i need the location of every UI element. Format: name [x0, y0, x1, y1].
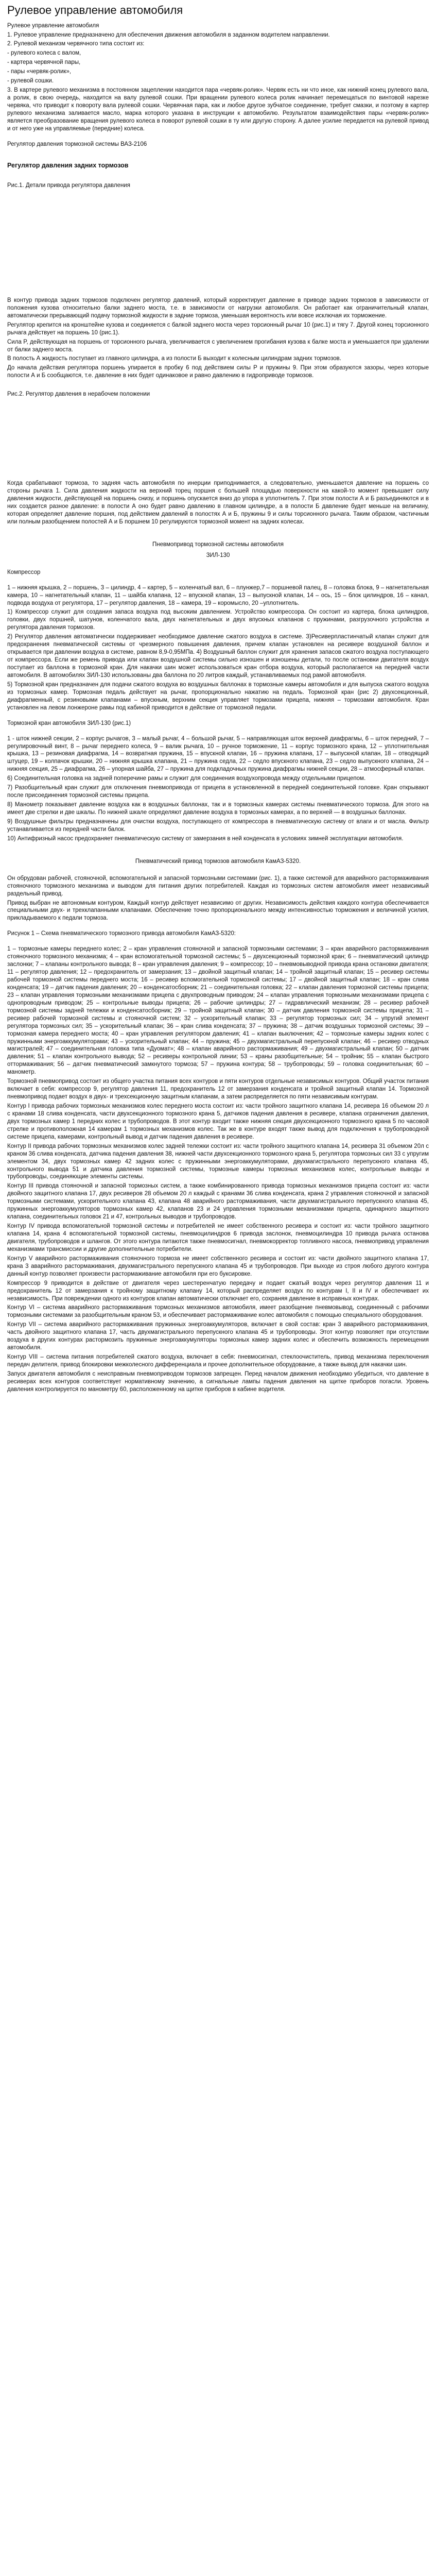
spacer [7, 1395, 429, 1401]
paragraph: - рулевого колеса с валом, [7, 50, 81, 57]
paragraph: Контур VII – система аварийного растормаживания пружинных энергоаккумуляторов, включает в свой состав: кран 3 аварийного растормаживания, часть двойного защитного клапана 17, часть двухмагистрального перепускного клапана 45 и трубопроводы. Этот контур позволяет при отсутствии воздуха в других контурах растормозить пружинные энергоаккумуляторы тормозных камер задних колес и обеспечить возможность перемещения автомобиля. [7, 1321, 429, 1351]
spacer [7, 729, 429, 735]
section-heading: ЗИЛ-130 [206, 552, 230, 558]
paragraph: Контур II привода рабочих тормозных механизмов колес задней тележки состоит из: части тройного защитного клапана 14, ресивера 31 объемом 20л с краном 36 слива конденсата, датчика падения давления 38, нижней части двухсекционного тормозного крана 5, регулятора тормозных сил 33 с упругим элементом 34, двух тормозных камер 42 задних колес с пружинными энергоаккумуляторами, двухмагистрального перепускного клапана 45, контрольного вывода 51 и датчика давления тормозной системы, тормозные камеры тормозных механизмов колес, контрольные выводы и трубопроводы, соединяющие элементы системы. [7, 1143, 429, 1180]
paragraph: Контур I привода рабочих тормозных механизмов колес переднего моста состоит из: части тройного защитного клапана 14, ресивера 16 объемом 20 л с кранами 18 слива конденсата, части двухсекционного тормозного крана 5, датчиков падения давления в ресивере, клапана ограничения давления, двух тормозных камер 1 передних колес и трубопроводов. В этот контур входит также нижняя секция двухсекционного тормозного крана 5 по часовой стрелке и противоположная 14 камерам 1 тормозных механизмов колес. Так же в контуре входят также вывод для подключения к трубопроводной системе прицепа, камерами, контрольный вывод и датчик падения давления в ресивере. [7, 1103, 429, 1140]
paragraph: 10) Антифризный насос предохраняет пневматическую систему от замерзания в ней конденсата в условиях зимней эксплуатации автомобиля. [7, 835, 404, 842]
section [7, 141, 429, 148]
section [7, 945, 429, 1394]
spacer [7, 844, 429, 851]
section [7, 930, 429, 938]
paragraph: - картера червячной пары, [7, 59, 81, 66]
paragraph: 1. Рулевое управление предназначено для обеспечения движения автомобиля в заданном водителем направлении. [7, 31, 330, 38]
paragraph: Запуск двигателя автомобиля с неисправным пневмоприводом тормозов запрещен. Перед началом движения необходимо убедиться, что давление в ресиверах всех контуров соответствует нормативному значению, а сигнальные лампы падения давления на щитке приборов погасли. Уровень давления контролируется по манометру 60, расположенному на щитке приборов в кабине водителя. [7, 1370, 429, 1393]
section [7, 541, 429, 560]
paragraph: 6) Соединительная головка на задней поперечине рамы и служит для соединения воздухопровода между отдельными прицепом. [7, 775, 366, 782]
spacer [7, 134, 429, 141]
paragraph: 2) Регулятор давления автоматически поддерживает необходимое давление сжатого воздуха в системе. З)Ресиверпластинчатый клапан служит для предохранения пневматической системы от чрезмерного повышения давления, причем клапан установлен на ресивере воздушной баллон и открывается при давлении воздуха в системе, равном 8,9-0,95МПа. 4) Воздушный баллон служит для хранения запасов сжатого воздуха поступающего от компрессора. Если же ремень привода или клапан воздушной системы сильно изношен и изношены детали, то после остановки двигателя воздух поступает из баллона в тормозной кран. Для накачки шин может использоваться кран отбора воздуха, который располагается на передней части автомобиля. В автомобилях ЗИЛ-130 использованы два баллона по 20 литров каждый, устанавливаемых под рамой автомобиля. [7, 634, 429, 679]
paragraph: Компрессор 9 приводится в действие от двигателя через шестеренчатую передачу и подает сжатый воздух через регулятор давления 11 и предохранитель 12 от замерзания к тройному защитному клапану 14, который распределяет воздух по контурам I, II и IV и обеспечивает их независимость. При повреждении одного из контуров клапан автоматически отключает его, сохраняя давление в исправных контурах. [7, 1280, 429, 1302]
paragraph: Регулятор крепится на кронштейне кузова и соединяется с балкой заднего моста через торсионный рычаг 10 (рис.1) и тягу 7. Другой конец торсионного рычага действует на поршень 10 (рис.1). [7, 321, 429, 336]
text-line: Рисунок 1 – Схема пневматического тормозного привода автомобиля КамАЗ-5320: [7, 930, 236, 937]
section-heading: Пневматический привод тормозов автомобиля КамАЗ-5320. [135, 858, 301, 865]
text-line: Компрессор [7, 569, 41, 575]
paragraph: 2. Рулевой механизм червячного типа состоит из: [7, 41, 145, 47]
spacer [7, 528, 429, 534]
paragraph: 8) Манометр показывает давление воздуха как в воздушных баллонах, так и в тормозных камерах системы пневматического тормоза. Для этого на имеет две стрелки и две шкалы. По нижней шкале определяют давление воздуха в тормозных камерах, а по верхней — в воздушных баллонах. [7, 802, 429, 816]
section [7, 182, 429, 190]
paragraph: Контур VIII – система питания потребителей сжатого воздуха, включает в себя: пневмосигнал, стеклоочиститель, привод механизма переключения передач делителя, привод блокировки межколесного дифференциала и прочее дополнительное оборудование, а также вывод для накачки шин. [7, 1354, 429, 1368]
paragraph: Контур IV привода вспомогательной тормозной системы и потребителей не имеет собственного ресивера и состоит из: части тройного защитного клапана 14, крана 4 вспомогательной тормозной системы, пневмоцилиндров 6 привода заслонок, пневмоцилиндра 10 привода рычага останова двигателя, трубопроводов и шлангов. От этого контура питаются также пневмосигнал, пневмокорректор топливного насоса, пневмопривод управления механизмами трансмиссии и другие дополнительные потребители. [7, 1223, 429, 1252]
spacer [7, 924, 429, 930]
section [7, 480, 429, 526]
section [7, 161, 429, 170]
paragraph: Рулевое управление автомобиля [7, 22, 99, 29]
spacer [7, 714, 429, 720]
spacer [7, 381, 429, 387]
figure-caption: Рис.2. Регулятор давления в нерабочем положении [7, 391, 150, 398]
document-body [7, 22, 429, 1401]
section [7, 297, 429, 380]
spacer [7, 869, 429, 875]
paragraph: 9) Воздушные фильтры предназначены для очистки воздуха, поступающего от компрессора в пневматическую систему от влаги и от масла. Фильтр устанавливается из передней части балок. [7, 818, 429, 833]
section-heading: Пневмопривод тормозной системы автомобиля [152, 541, 284, 548]
paragraph: Он обрудован рабочей, стояночной, вспомогательной и запасной тормозными системами (рис. 1), а также системой для аварийного растормаживания стояночного тормозного механизма и выводом для питания других потребителей. Каждая из тормозных систем автомобиля имеет независимый раздельный привод. [7, 875, 429, 897]
text-line: Регулятор давления тормозной системы ВАЗ-2106 [7, 141, 147, 147]
section [7, 875, 429, 923]
paragraph: Когда срабатывают тормоза, то задняя часть автомобиля по инерции приподнимается, а следовательно, уменьшается давление на поршень со стороны рычага 1. Сила давления жидкости на верхний торец поршня с большей площадью поверхности на какой-то момент превышает силу давления жидкости, действующей на поршень снизу, и поршень опускается вниз до упора в уплотнитель 7. При этом полости А и Б разъединяются и в них создается разное давление: в полости А оно будет равно давлению в главном цилиндре, а в полости Б давление будет меньше на величину, которая определяет давление поршня, под действием давлений в полостях А и Б, пружины 9 и силы торсионного рычага. Таким образом, частичным или полным разобщением полостей А и Б поршнем 10 регулируются тормозной момент на задних колесах. [7, 480, 429, 525]
paragraph: В полость А жидкость поступает из главного цилиндра, а из полости Б выходит к колесным цилиндрам задних тормозов. [7, 355, 341, 362]
paragraph: 1 - шток нижней секции, 2 – корпус рычагов, 3 – малый рычаг, 4 – большой рычаг, 5 – направляющая шток верхней диафрагмы, 6 – шток передний, 7 – регулировочный винт, 8 – рычаг переднего колеса, 9 – валик рычага, 10 – ручное торможение, 11 – корпус тормозного крана, 12 – уплотнительная крышка, 13 – резиновая диафрагма, 14 – возвратная пружина, 15 – впускной клапан, 16 – пружина клапана, 17 – выпускной клапан, 18 – отводящий штуцер, 19 – колпачок крышки, 20 – нижняя крышка клапана, 21 – пружина седла, 22 – седло впускного клапана, 23 – седло выпускного клапана, 24 – нижняя секция, 25 – диафрагма, 26 – упорная шайба, 27 – пружина для подкладочных пружина диафрагмы нижней секции, 28 – атмосферный клапан. [7, 735, 429, 773]
figure-caption: Рис.1. Детали привода регулятора давления [7, 182, 130, 189]
paragraph: Контур III привода стояночной и запасной тормозных систем, а также комбинированного привода тормозных механизмов прицепа состоит из: части двойного защитного клапана 17, двух ресиверов 28 объемом 20 л каждый с кранами 36 слива конденсата, крана 2 управления стояночной и запасной тормозными системами, ускорительного клапана 43, клапана 48 аварийного растормаживания, части двухмагистрального перепускного клапана 45, пружинных энергоаккумуляторов тормозных камер 42, клапанов 23 и 24 управления тормозными механизмами прицепа, одинарного защитного клапана, соединительных головок 21 и 47, контрольных выводов и трубопроводов. [7, 1183, 429, 1221]
paragraph: Привод выбран не автономным контуром, Каждый контур действует независимо от других. Независимость действия каждого контура обеспечивается специальными двух- и трехклапанными клапанами. Обеспечение точно пропорционального между интенсивностью торможения и величиной усилия, прикладываемого к педали тормоза. [7, 900, 429, 922]
section [7, 569, 429, 577]
spacer [7, 578, 429, 584]
text-line: Тормозной кран автомобиля ЗИЛ-130 (рис.1) [7, 720, 131, 726]
spacer [7, 173, 429, 179]
paragraph: 3. В картере рулевого механизма в постоянном зацеплении находится пара «червяк-ролик». Червяк есть ни что иное, как нижний конец рулевого вала, а ролик, в свою очередь, находится на валу рулевой сошки. При вращении рулевого колеса ролик начинает перемещаться по винтовой нарезке червяка, что приводит к повороту вала рулевой сошки. Червячная пара, как и любое другое зубчатое соединение, требует смазки, и поэтому в картер рулевого механизма заливается масло, марка которого указана в инструкции к автомобилю. Результатом взаимодействия пары «червяк-ролик» является преобразование вращения рулевого колеса в поворот рулевой сошки в ту или другую сторону. А далее усилие передается на рулевой привод и от него уже на управляемые (передние) колеса. [7, 87, 429, 132]
page-title: Рулевое управление автомобиля [7, 4, 183, 16]
paragraph: 7) Разобщительный кран служит для отключения пневмопривода от прицепа в установленной в передней соединительной головке. Кран открывают после присоединения тормозной системы прицепа. [7, 785, 429, 799]
section [7, 858, 429, 866]
spacer [7, 150, 429, 156]
section [7, 391, 429, 398]
section-heading: Регулятор давления задних тормозов [7, 161, 129, 169]
paragraph: Контур V аварийного растормаживания стояночного тормоза не имеет собственного ресивера и состоит из: части двойного защитного клапана 17, крана 3 аварийного растормаживания, двухмагистрального перепускного клапана 45 и трубопроводов. При выходе из строя любого другого контура данный контур позволяет произвести растормаживание автомобиля при его буксировке. [7, 1255, 429, 1277]
paragraph: 1) Компрессор служит для создания запаса воздуха под высоким давлением. Устройство компрессора. Он состоит из картера, блока цилиндров, головки, двух поршней, шатунов, коленчатого вала, двух нагнетательных и двух впускных клапанов с пружинами, разгрузочного устройства и регулятора давления тормозов. [7, 609, 429, 631]
paragraph: 1 – тормозные камеры переднего колес; 2 – кран управления стояночной и запасной тормозными системами; 3 – кран аварийного растормаживания стояночного тормозного механизма; 4 – кран вспомогательной тормозной системы; 5 – двухсекционный тормозной кран; 6 – пневматический цилиндр заслонки; 7 – клапаны контрольного вывода; 8 – кран управления давления; 9 – компрессор; 10 – пневмовыводной привода крана остановки двигателя; 11 – регулятор давления; 12 – предохранитель от замерзания; 13 – двойной защитный клапан; 14 – тройной защитный клапан; 15 – ресивер системы рабочей тормозной системы переднего моста; 16 – ресивер вспомогательной тормозной системы; 17 – двойной защитный клапан; 18 – кран слива конденсата; 19 – датчик падения давления; 20 – конденсатосборник; 21 – соединительная головка; 22 – клапан давления тормозной системы прицепа; 23 – клапан управления тормозными механизмами прицепа с двухпроводным приводом; 24 – клапан управления тормозными механизмами прицепа с однопроводным приводом; 25 – контрольные выводы прицепа; 26 – рабочие цилиндры; 27 – гидравлический механизм; 28 – ресивер рабочей тормозной системы задней тележки и конденсатосборник; 29 – тройной защитный клапан; 30 – датчик давления тормозной системы прицепа; 31 – ресивер рабочей тормозной системы и стояночной систем; 32 – ускорительный клапан; 33 – регулятор тормозных сил; 34 – упругий элемент регулятора тормозных сил; 35 – ускорительный клапан; 36 – кран слива конденсата; 37 – пружина; 38 – датчик воздушных тормозной системы; 39 – тормозная камера переднего моста; 40 – кран управления регулятором давления; 41 – клапан выключения; 42 – тормозные камеры задних колес с пружинными энергоаккумуляторами; 43 – ускорительный клапан; 44 – пружина; 45 – двухмагистральный перепускной клапан; 46 – ресивер отводных магистралей; 47 – соединительная головка типа «Дуомат»; 48 – клапан аварийного растормаживания; 49 – двухмагистральный клапан; 50 – датчик давления; 51 – клапан контрольного вывода; 52 – ресиверы контрольной линии; 53 – краны разобщительные; 54 – тройник; 55 – клапан быстрого оттормаживания; 56 – датчик пневматический замкнутого тормоза; 57 – пружина контура; 58 – трубопроводы; 59 – головка соединительная; 60 – манометр. [7, 946, 429, 1076]
section [7, 720, 429, 727]
section [7, 584, 429, 712]
section [7, 22, 429, 133]
paragraph: 1 – нижняя крышка, 2 – поршень, 3 – цилиндр, 4 – картер, 5 – коленчатый вал, 6 – плунжер,7 – поршневой палец, 8 – головка блока, 9 – нагнетательная камера, 10 – нагнетательный клапан, 11 – шайба клапана, 12 – впускной клапан, 13 – выпускной клапан, 14 – ось, 15 – блок цилиндров, 16 – канал, подвода воздуха от регулятора, 17 – регулятор давления, 18 – камера, 19 – коромысло, 20 –уплотнитель. [7, 584, 429, 606]
paragraph: - рулевой сошки. [7, 78, 54, 84]
paragraph: В контур привода задних тормозов подключен регулятор давлений, который корректирует давление в приводе задних тормозов в зависимости от положения кузова относительно балки заднего моста, т.е. в зависимости от нагрузки автомобиля. Он работает как ограничительный клапан, автоматически прерывающий подачу тормозной жидкости в задние тормоза, уменьшая вероятность или вовсе исключая их торможение. [7, 297, 429, 319]
figure-space [7, 402, 429, 480]
paragraph: 5) Тормозной кран предназначен для подачи сжатого воздуха во воздушных баллонах в тормозные камеры автомобиля и для выпуска сжатого воздуха из тормозных камер. Тормозная педаль действует на рычаг, пропорционально нажатию на педаль. Тормозной кран (рис 2) двухсекционный, диафрагменный, с резиновыми клапанами – впускным, верхним секция управляет тормозами прицепа, нижняя – тормозами автомобиля. Кран установлен на левом лонжероне рамы под кабиной приводится в действие от тормозной педали. [7, 681, 429, 711]
paragraph: До начала действия регулятора поршень упирается в пробку 6 под действием силы P и пружины 9. При этом образуются зазоры, через которые полости А и Б сообщаются, т.е. давление в них будет одинаковое и равно давлению в гидроприводе тормозов. [7, 365, 429, 379]
spacer [7, 939, 429, 945]
spacer [7, 563, 429, 569]
paragraph: - пары «червяк-ролик», [7, 69, 72, 75]
figure-space [7, 194, 429, 297]
paragraph: Тормозной пневмопривод состоит из общего участка питания всех контуров и пяти контуров отдельные независимых контуров. Общий участок питания включает в себя: компрессор 9, регулятор давления 11, предохранитель 12 от замерзания конденсата и тройной защитный клапан 14. Тормозной пневмопривод подает воздух в двух- и трехсекционную защитным клапанам, а затем распределяется по пяти независимым контурам. [7, 1078, 429, 1100]
section [7, 735, 429, 843]
paragraph: Контур VI – система аварийного растормаживания тормозных механизмов автомобиля, имеет разобщение пневмовывод, соединенный с рабочими тормозными системами за разобщительным краном 53, и обеспечивает растормаживание колес автомобиля с помощью специального оборудования. [7, 1304, 429, 1319]
paragraph: Сила P, действующая на поршень от торсионного рычага, увеличивается с увеличением прогибания кузова к балке моста и уменьшается при удалении от балки заднего моста. [7, 338, 429, 353]
